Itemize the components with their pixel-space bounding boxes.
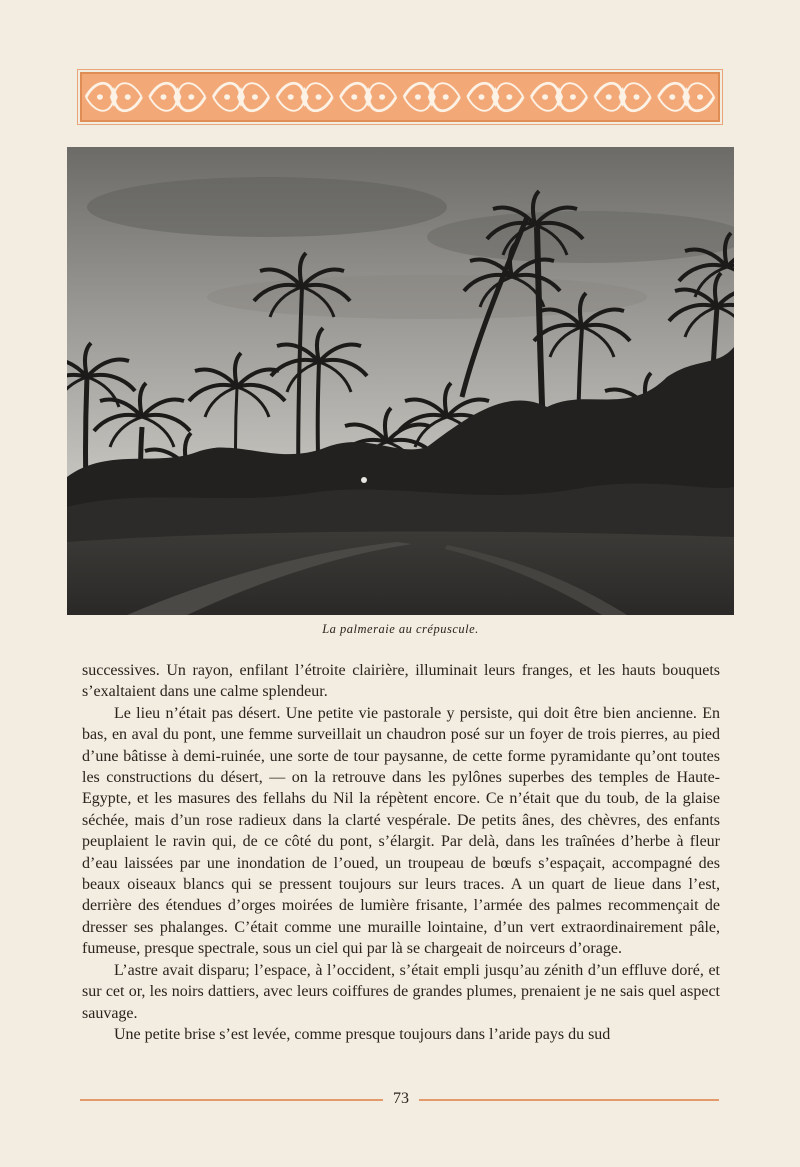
body-text bbox=[82, 660, 720, 1045]
palm-grove-photograph bbox=[67, 147, 734, 615]
paragraph-2: Le lieu n’était pas désert. Une petite vie pastorale y persiste, qui doit être bien ancienne. En bas, en aval du pont, une femme surveillait un chaudron posé sur un foyer de trois pierres, au pied d’une bâtisse à demi-ruinée, une sorte de tour paysanne, de cette forme pyramidante qu’ont toutes les constructions du désert, — on la retrouve dans les pylônes superbes des temples de Haute-Egypte, et les masures des fellahs du Nil la répètent encore. Ce n’était que du toub, de la glaise séchée, mais d’un rose radieux dans la clarté vespérale. De petits ânes, des chèvres, des enfants peuplaient le ravin qui, de ce côté du pont, s’élargit. Par delà, dans les traînées d’herbe à fleur d’eau laissées par une inondation de l’oued, un troupeau de bœufs s’espaçait, accompagné des beaux oiseaux blancs qui se pressent toujours sur leurs traces. A un quart de lieue dans l’est, derrière des étendues d’orges moirées de lumière frisante, l’armée des palmes recommençait de dresser ses phalanges. C’était comme une muraille lointaine, d’un vert extraordinairement pâle, fumeuse, presque spectrale, sous un ciel qui par là se chargeait de noirceurs d’orage. bbox=[82, 704, 720, 958]
footer-rule-left bbox=[80, 1099, 383, 1101]
decorative-frieze-ornament bbox=[80, 72, 720, 122]
page-number: 73 bbox=[393, 1090, 409, 1107]
paragraph-4: Une petite brise s’est levée, comme presque toujours dans l’aride pays du sud bbox=[114, 1025, 611, 1043]
paragraph-1: successives. Un rayon, enfilant l’étroite clairière, illuminait leurs franges, et les hauts bouquets s’exaltaient dans une calme splendeur. bbox=[82, 662, 720, 701]
photo-caption: La palmeraie au crépuscule. bbox=[322, 622, 479, 636]
paragraph-3: L’astre avait disparu; l’espace, à l’occident, s’était empli jusqu’au zénith d’un effluve doré, et sur cet or, les noirs dattiers, avec leurs coiffures de grandes plumes, prenaient je ne sais quel aspect sauvage. bbox=[82, 961, 720, 1022]
footer-rule-right bbox=[419, 1099, 719, 1101]
